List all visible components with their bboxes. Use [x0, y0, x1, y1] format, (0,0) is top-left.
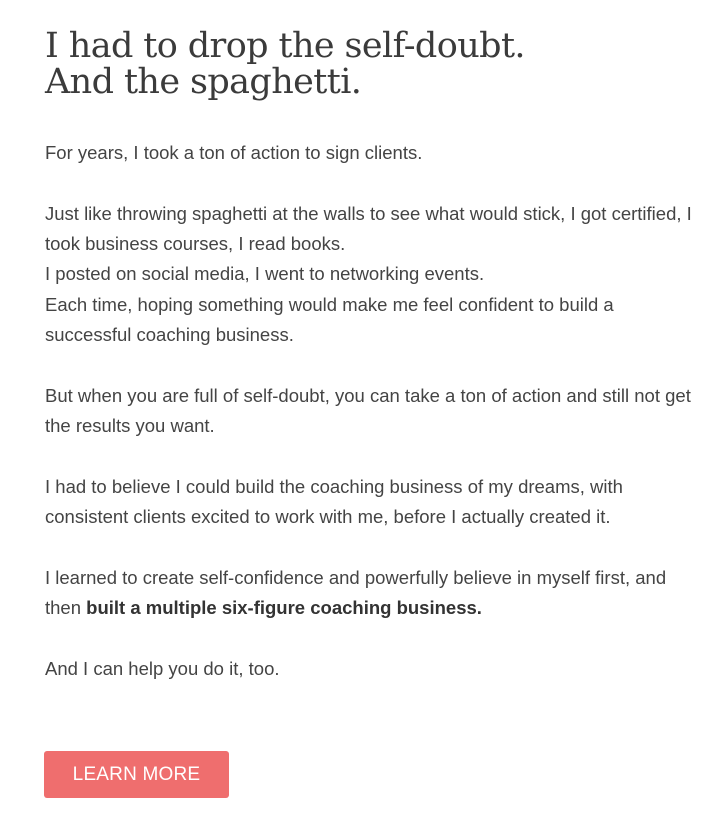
- content-section: [45, 28, 695, 715]
- learn-more-button[interactable]: LEARN MORE: [44, 751, 229, 798]
- paragraph-help: And I can help you do it, too.: [45, 658, 280, 680]
- spaghetti-line-1: Just like throwing spaghetti at the walls to see what would stick, I got certified, I took business courses, I read books.: [45, 202, 692, 255]
- paragraph-spaghetti: [45, 199, 695, 350]
- body-copy: [45, 138, 695, 684]
- paragraph-self-confidence: [45, 563, 695, 624]
- headline-line-2: And the spaghetti.: [45, 62, 362, 102]
- paragraph-self-doubt: But when you are full of self-doubt, you can take a ton of action and still not get the results you want.: [45, 384, 691, 437]
- six-figure-highlight: built a multiple six-figure coaching business.: [86, 597, 482, 619]
- paragraph-years: For years, I took a ton of action to sign clients.: [45, 142, 423, 163]
- spaghetti-line-3: Each time, hoping something would make me feel confident to build a successful coaching business.: [45, 293, 614, 345]
- headline-line-1: I had to drop the self-doubt.: [45, 26, 525, 66]
- paragraph-believe: I had to believe I could build the coaching business of my dreams, with consistent clients excited to work with me, before I actually created it.: [45, 475, 623, 528]
- self-confidence-text: I learned to create self-confidence and powerfully believe in myself first, and then: [45, 566, 667, 619]
- spaghetti-line-2: I posted on social media, I went to networking events.: [45, 263, 485, 285]
- headline: [45, 28, 695, 100]
